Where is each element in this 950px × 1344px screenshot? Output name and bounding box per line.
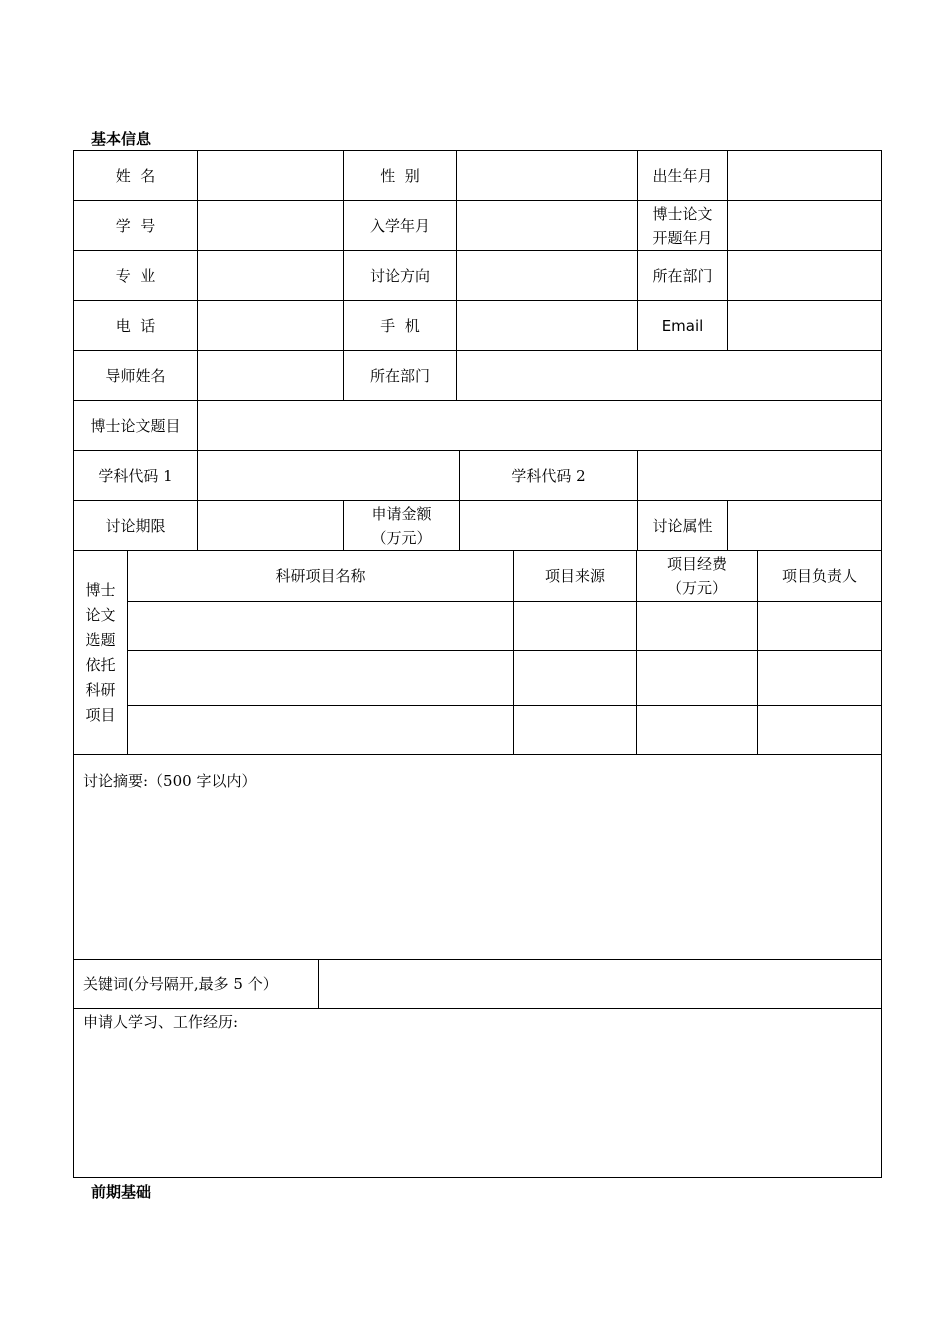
subject-code-2-field[interactable] — [637, 450, 882, 501]
label-research-direction-text: 讨论方向 — [369, 266, 430, 285]
col-header-project-leader — [757, 550, 882, 602]
abstract-label: 讨论摘要:（500 字以内） — [83, 772, 257, 790]
project-leader-cell[interactable] — [757, 705, 882, 755]
project-funds-cell[interactable] — [636, 601, 758, 651]
label-proposal-date — [637, 200, 728, 251]
project-source-cell[interactable] — [513, 601, 637, 651]
project-source-cell[interactable] — [513, 705, 637, 755]
col-header-project-source-text: 项目来源 — [544, 567, 605, 585]
label-attribute-text: 讨论属性 — [652, 516, 713, 535]
section-heading-basic-info: 基本信息 — [91, 130, 152, 148]
label-subject-code-2-text: 学科代码 2 — [511, 466, 586, 485]
label-period — [73, 500, 198, 551]
advisor-field[interactable] — [197, 350, 344, 401]
amount-field[interactable] — [459, 500, 638, 551]
label-phone — [73, 300, 198, 351]
advisor-department-field[interactable] — [456, 350, 882, 401]
label-proposal-date-line1: 博士论文 — [652, 204, 713, 223]
label-keywords-text: 关键词(分号隔开,最多 5 个） — [83, 975, 278, 993]
label-student-id — [73, 200, 198, 251]
project-leader-cell[interactable] — [757, 650, 882, 706]
label-keywords — [73, 959, 319, 1009]
department-field[interactable] — [727, 250, 882, 301]
project-name-cell[interactable] — [127, 705, 514, 755]
major-field[interactable] — [197, 250, 344, 301]
project-funds-cell[interactable] — [636, 705, 758, 755]
period-field[interactable] — [197, 500, 344, 551]
col-header-project-source — [513, 550, 637, 602]
col-header-project-funds-line1: 项目经费 — [666, 555, 727, 573]
label-project-section — [73, 550, 128, 755]
label-major — [73, 250, 198, 301]
label-advisor — [73, 350, 198, 401]
research-direction-field[interactable] — [456, 250, 638, 301]
label-department-text: 所在部门 — [652, 266, 713, 285]
name-field[interactable] — [197, 150, 344, 201]
student-id-field[interactable] — [197, 200, 344, 251]
label-amount-line1: 申请金额 — [371, 504, 432, 523]
abstract-area[interactable] — [73, 754, 882, 960]
project-name-cell[interactable] — [127, 601, 514, 651]
enroll-field[interactable] — [456, 200, 638, 251]
label-subject-code-1 — [73, 450, 198, 501]
label-student-id-text: 学 号 — [115, 216, 156, 235]
label-enroll-text: 入学年月 — [369, 216, 430, 235]
col-header-project-funds — [636, 550, 758, 602]
label-mobile-text: 手 机 — [380, 316, 420, 335]
label-email — [637, 300, 728, 351]
label-thesis-title-text: 博士论文题目 — [90, 416, 181, 435]
label-amount-line2: （万元） — [371, 528, 432, 547]
label-research-direction — [343, 250, 457, 301]
gender-field[interactable] — [456, 150, 638, 201]
experience-area[interactable] — [73, 1008, 882, 1178]
label-birth — [637, 150, 728, 201]
label-thesis-title — [73, 400, 198, 451]
col-header-project-name — [127, 550, 514, 602]
col-header-project-leader-text: 项目负责人 — [781, 567, 857, 585]
email-field[interactable] — [727, 300, 882, 351]
attribute-field[interactable] — [727, 500, 882, 551]
label-phone-text: 电 话 — [115, 316, 156, 335]
label-amount — [343, 500, 460, 551]
label-department — [637, 250, 728, 301]
experience-label: 申请人学习、工作经历: — [83, 1013, 239, 1031]
label-project-section-text: 博士论文选题依托科研项目 — [85, 580, 116, 724]
col-header-project-funds-line2: （万元） — [666, 579, 727, 597]
label-gender-text: 性 别 — [380, 166, 420, 185]
phone-field[interactable] — [197, 300, 344, 351]
label-enroll — [343, 200, 457, 251]
label-name — [73, 150, 198, 201]
label-advisor-text: 导师姓名 — [105, 366, 166, 385]
subject-code-1-field[interactable] — [197, 450, 460, 501]
section-heading-prior-basis: 前期基础 — [91, 1183, 152, 1201]
keywords-field[interactable] — [318, 959, 882, 1009]
project-source-cell[interactable] — [513, 650, 637, 706]
label-gender — [343, 150, 457, 201]
proposal-date-field[interactable] — [727, 200, 882, 251]
label-subject-code-2 — [459, 450, 638, 501]
label-advisor-department — [343, 350, 457, 401]
label-attribute — [637, 500, 728, 551]
label-subject-code-1-text: 学科代码 1 — [98, 466, 173, 485]
project-leader-cell[interactable] — [757, 601, 882, 651]
birth-field[interactable] — [727, 150, 882, 201]
label-advisor-department-text: 所在部门 — [369, 366, 430, 385]
label-proposal-date-line2: 开题年月 — [652, 228, 713, 247]
project-funds-cell[interactable] — [636, 650, 758, 706]
label-major-text: 专 业 — [115, 266, 156, 285]
project-name-cell[interactable] — [127, 650, 514, 706]
label-email-text: Email — [661, 316, 704, 335]
label-name-text: 姓 名 — [115, 166, 156, 185]
mobile-field[interactable] — [456, 300, 638, 351]
thesis-title-field[interactable] — [197, 400, 882, 451]
label-mobile — [343, 300, 457, 351]
label-birth-text: 出生年月 — [652, 166, 713, 185]
col-header-project-name-text: 科研项目名称 — [275, 567, 366, 585]
label-period-text: 讨论期限 — [105, 516, 166, 535]
